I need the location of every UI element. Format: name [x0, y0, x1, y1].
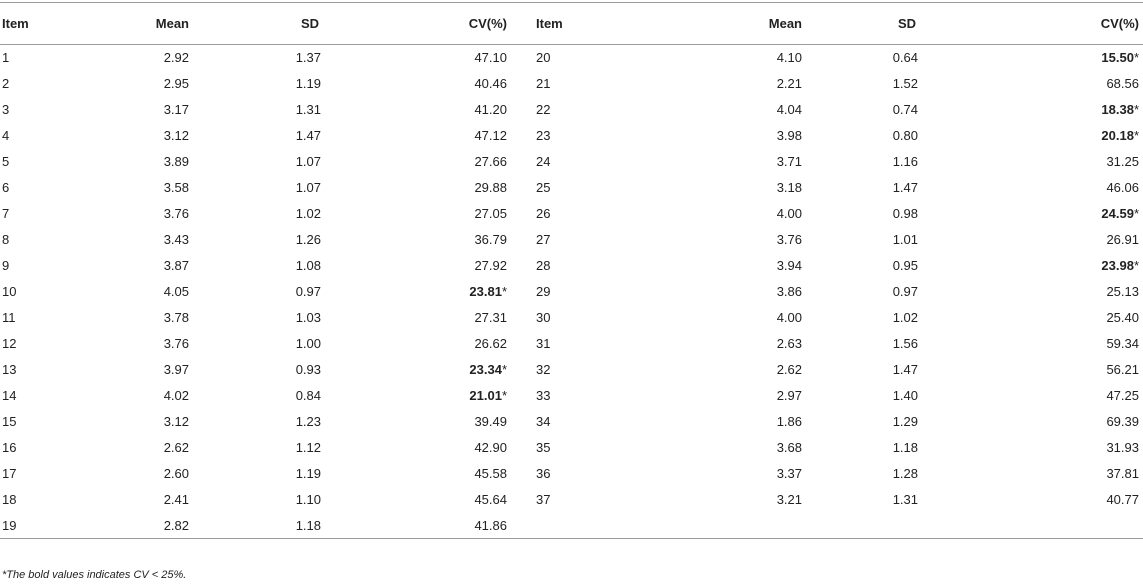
right-mean-cell: 3.68	[776, 440, 802, 455]
right-sd-cell: 1.18	[892, 440, 918, 455]
right-item-cell: 35	[536, 440, 551, 455]
right-sd-cell: 0.80	[892, 128, 918, 143]
left-item-cell: 15	[2, 414, 17, 429]
left-item-cell: 18	[2, 492, 17, 507]
left-mean-cell: 4.02	[163, 388, 189, 403]
bold-marker: *	[501, 284, 507, 299]
left-mean-cell: 3.12	[163, 128, 189, 143]
left-sd-cell: 1.07	[295, 180, 321, 195]
left-mean-cell: 2.60	[163, 466, 189, 481]
left-item-cell: 4	[2, 128, 10, 143]
table-row	[0, 175, 1143, 201]
left-item-cell: 13	[2, 362, 17, 377]
left-item-cell: 1	[2, 50, 10, 66]
left-item-cell: 5	[2, 154, 10, 169]
right-cv-cell	[954, 513, 1143, 539]
right-cv-cell: 56.21	[1106, 362, 1139, 377]
left-item-cell: 8	[2, 232, 10, 247]
left-cv-cell: 45.58	[474, 466, 507, 481]
left-sd-cell: 1.02	[295, 206, 321, 221]
bold-marker: *	[1133, 206, 1139, 221]
right-item-cell: 20	[536, 50, 551, 66]
right-cv-cell: 31.25	[1106, 154, 1139, 169]
right-item-cell: 26	[536, 206, 551, 221]
right-mean-cell: 3.94	[776, 258, 802, 273]
left-sd-cell: 1.23	[295, 414, 321, 429]
left-item-cell: 10	[2, 284, 17, 299]
right-sd-cell: 1.02	[892, 310, 918, 325]
left-item-cell: 19	[2, 517, 17, 533]
right-sd-cell: 1.52	[892, 76, 918, 91]
right-mean-cell: 3.71	[776, 154, 802, 169]
left-sd-cell: 1.07	[295, 154, 321, 169]
left-mean-cell: 3.97	[163, 362, 189, 377]
left-sd-cell: 1.37	[295, 50, 321, 66]
right-cv-cell: 68.56	[1106, 76, 1139, 91]
right-mean-cell: 4.00	[776, 206, 802, 221]
header-cv-left: CV(%)	[468, 16, 507, 31]
table-row	[0, 97, 1143, 123]
right-mean-cell: 2.97	[776, 388, 802, 403]
left-mean-cell: 3.78	[163, 310, 189, 325]
table-row	[0, 253, 1143, 279]
table-row	[0, 513, 1143, 539]
left-sd-cell: 1.19	[295, 466, 321, 481]
left-cv-cell: 45.64	[474, 492, 507, 507]
right-mean-cell: 4.00	[776, 310, 802, 325]
right-sd-cell: 1.29	[892, 414, 918, 429]
right-sd-cell	[828, 513, 954, 539]
left-sd-cell: 1.10	[295, 492, 321, 507]
right-mean-cell: 2.63	[776, 336, 802, 351]
right-mean-cell: 3.98	[776, 128, 802, 143]
right-item-cell: 21	[536, 76, 551, 91]
header-item-left: Item	[2, 16, 29, 31]
right-item-cell: 25	[536, 180, 551, 195]
left-sd-cell: 1.08	[295, 258, 321, 273]
bold-marker: *	[1133, 50, 1139, 66]
bold-cv-value: 23.34	[469, 362, 502, 377]
right-item-cell: 37	[536, 492, 551, 507]
right-sd-cell: 1.16	[892, 154, 918, 169]
left-mean-cell: 2.82	[163, 517, 189, 533]
right-mean-cell: 3.21	[776, 492, 802, 507]
left-cv-cell: 36.79	[474, 232, 507, 247]
right-mean-cell: 3.76	[776, 232, 802, 247]
table-row	[0, 383, 1143, 409]
right-mean-cell: 3.86	[776, 284, 802, 299]
right-cv-cell: 59.34	[1106, 336, 1139, 351]
left-item-cell: 3	[2, 102, 10, 117]
right-item-cell	[523, 513, 635, 539]
right-sd-cell: 1.47	[892, 180, 918, 195]
right-item-cell: 36	[536, 466, 551, 481]
right-sd-cell: 0.97	[892, 284, 918, 299]
header-mean-right: Mean	[768, 16, 802, 31]
left-cv-cell: 27.05	[474, 206, 507, 221]
right-cv-cell: 31.93	[1106, 440, 1139, 455]
right-mean-cell: 3.37	[776, 466, 802, 481]
left-item-cell: 16	[2, 440, 17, 455]
left-cv-cell: 47.12	[474, 128, 507, 143]
right-item-cell: 23	[536, 128, 551, 143]
right-cv-cell: 25.13	[1106, 284, 1139, 299]
left-item-cell: 2	[2, 76, 10, 91]
left-mean-cell: 2.62	[163, 440, 189, 455]
table-row	[0, 409, 1143, 435]
bold-marker: *	[1133, 128, 1139, 143]
right-item-cell: 29	[536, 284, 551, 299]
right-item-cell: 30	[536, 310, 551, 325]
left-mean-cell: 2.92	[163, 50, 189, 66]
table-row	[0, 227, 1143, 253]
table-row	[0, 71, 1143, 97]
left-cv-cell: 41.20	[474, 102, 507, 117]
left-sd-cell: 1.31	[295, 102, 321, 117]
left-item-cell: 7	[2, 206, 10, 221]
left-sd-cell: 1.12	[295, 440, 321, 455]
right-item-cell: 33	[536, 388, 551, 403]
left-mean-cell: 3.58	[163, 180, 189, 195]
bold-marker: *	[1133, 258, 1139, 273]
bold-cv-value: 23.98	[1101, 258, 1134, 273]
left-sd-cell: 1.47	[295, 128, 321, 143]
left-mean-cell: 4.05	[163, 284, 189, 299]
right-cv-cell: 46.06	[1106, 180, 1139, 195]
right-item-cell: 27	[536, 232, 551, 247]
left-item-cell: 9	[2, 258, 10, 273]
right-sd-cell: 1.28	[892, 466, 918, 481]
right-cv-cell	[954, 97, 1143, 123]
right-sd-cell: 0.95	[892, 258, 918, 273]
cv-table	[0, 2, 1143, 539]
left-mean-cell: 2.95	[163, 76, 189, 91]
table-row	[0, 123, 1143, 149]
right-item-cell: 22	[536, 102, 551, 117]
left-item-cell: 11	[2, 310, 16, 325]
table-row	[0, 45, 1143, 71]
left-mean-cell: 3.76	[163, 336, 189, 351]
right-cv-cell: 69.39	[1106, 414, 1139, 429]
table-body	[0, 45, 1143, 539]
left-sd-cell: 1.18	[295, 517, 321, 533]
right-sd-cell: 0.98	[892, 206, 918, 221]
right-cv-cell: 37.81	[1106, 466, 1139, 481]
left-mean-cell: 3.87	[163, 258, 189, 273]
bold-cv-value: 23.81	[469, 284, 502, 299]
left-cv-cell: 27.31	[474, 310, 507, 325]
left-sd-cell: 0.97	[295, 284, 321, 299]
left-item-cell: 6	[2, 180, 10, 195]
table-header	[0, 3, 1143, 45]
left-cv-cell: 27.92	[474, 258, 507, 273]
bold-marker: *	[1133, 102, 1139, 117]
left-mean-cell: 2.41	[163, 492, 189, 507]
left-cv-cell	[357, 357, 523, 383]
header-row	[0, 3, 1143, 45]
left-cv-cell: 27.66	[474, 154, 507, 169]
left-mean-cell: 3.43	[163, 232, 189, 247]
bold-cv-value: 18.38	[1101, 102, 1134, 117]
left-sd-cell: 0.84	[295, 388, 321, 403]
left-cv-cell: 40.46	[474, 76, 507, 91]
right-cv-cell: 25.40	[1106, 310, 1139, 325]
header-sd-right: SD	[897, 16, 916, 31]
right-cv-cell: 26.91	[1106, 232, 1139, 247]
left-item-cell: 12	[2, 336, 17, 351]
right-item-cell: 28	[536, 258, 551, 273]
left-item-cell: 14	[2, 388, 17, 403]
left-sd-cell: 1.26	[295, 232, 321, 247]
left-sd-cell: 0.93	[295, 362, 321, 377]
table-row	[0, 279, 1143, 305]
bold-cv-value: 21.01	[469, 388, 502, 403]
left-mean-cell: 3.76	[163, 206, 189, 221]
left-sd-cell: 1.03	[295, 310, 321, 325]
right-cv-cell	[954, 253, 1143, 279]
right-item-cell: 24	[536, 154, 551, 169]
right-sd-cell: 1.40	[892, 388, 918, 403]
bold-marker: *	[501, 388, 507, 403]
table-row	[0, 435, 1143, 461]
right-mean-cell: 1.86	[776, 414, 802, 429]
right-sd-cell: 0.74	[892, 102, 918, 117]
right-cv-cell	[954, 123, 1143, 149]
left-cv-cell: 26.62	[474, 336, 507, 351]
table-row	[0, 201, 1143, 227]
right-mean-cell	[635, 513, 828, 539]
right-sd-cell: 1.31	[892, 492, 918, 507]
right-cv-cell	[954, 201, 1143, 227]
left-sd-cell: 1.00	[295, 336, 321, 351]
left-sd-cell: 1.19	[295, 76, 321, 91]
left-cv-cell	[357, 383, 523, 409]
left-cv-cell: 41.86	[474, 517, 507, 533]
right-mean-cell: 3.18	[776, 180, 802, 195]
left-item-cell: 17	[2, 466, 17, 481]
left-mean-cell: 3.12	[163, 414, 189, 429]
left-mean-cell: 3.89	[163, 154, 189, 169]
left-cv-cell: 47.10	[474, 50, 507, 66]
right-sd-cell: 1.47	[892, 362, 918, 377]
right-item-cell: 32	[536, 362, 551, 377]
right-sd-cell: 1.01	[892, 232, 918, 247]
right-sd-cell: 0.64	[892, 50, 918, 66]
right-mean-cell: 2.62	[776, 362, 802, 377]
table-row	[0, 305, 1143, 331]
table-footnote: *The bold values indicates CV < 25%.	[2, 569, 187, 581]
header-cv-right: CV(%)	[1100, 16, 1139, 31]
right-mean-cell: 2.21	[776, 76, 802, 91]
left-mean-cell: 3.17	[163, 102, 189, 117]
left-cv-cell: 42.90	[474, 440, 507, 455]
table-row	[0, 487, 1143, 513]
right-cv-cell	[954, 45, 1143, 71]
right-item-cell: 31	[536, 336, 551, 351]
left-cv-cell: 29.88	[474, 180, 507, 195]
right-item-cell: 34	[536, 414, 551, 429]
header-sd-left: SD	[300, 16, 319, 31]
left-cv-cell: 39.49	[474, 414, 507, 429]
bold-cv-value: 24.59	[1101, 206, 1134, 221]
header-mean-left: Mean	[155, 16, 189, 31]
table-row	[0, 461, 1143, 487]
right-sd-cell: 1.56	[892, 336, 918, 351]
left-cv-cell	[357, 279, 523, 305]
table-row	[0, 331, 1143, 357]
table-row	[0, 357, 1143, 383]
right-cv-cell: 47.25	[1106, 388, 1139, 403]
bold-cv-value: 15.50	[1101, 50, 1134, 66]
table-row	[0, 149, 1143, 175]
header-item-right: Item	[536, 16, 563, 31]
right-mean-cell: 4.04	[776, 102, 802, 117]
bold-marker: *	[501, 362, 507, 377]
right-cv-cell: 40.77	[1106, 492, 1139, 507]
right-mean-cell: 4.10	[776, 50, 802, 66]
bold-cv-value: 20.18	[1101, 128, 1134, 143]
